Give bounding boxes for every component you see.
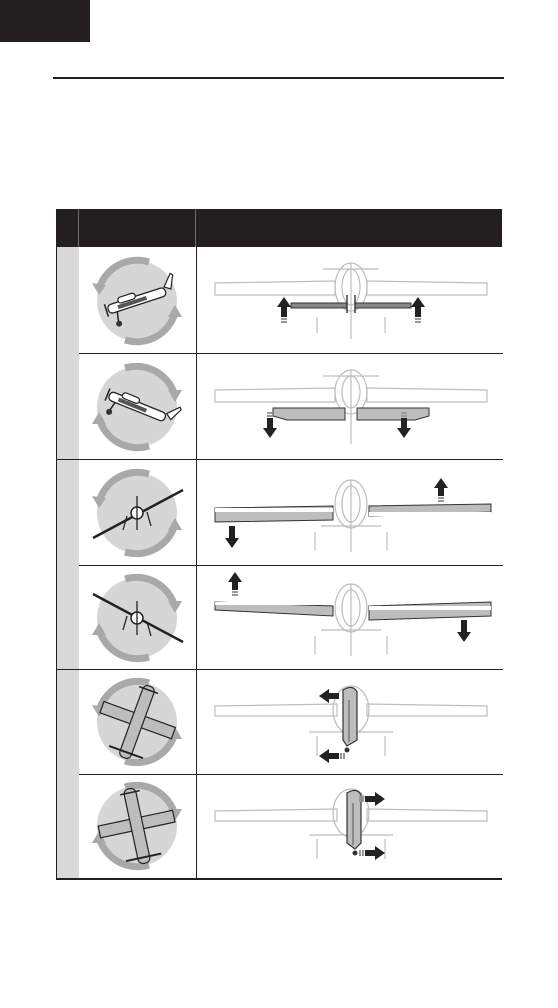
header-divider — [195, 209, 196, 247]
table-header — [56, 209, 502, 247]
control-cell — [197, 354, 503, 459]
attitude-cell — [79, 775, 196, 878]
header-divider — [78, 209, 79, 247]
chapter-tab — [0, 0, 90, 42]
table-row — [79, 566, 503, 670]
aileron-right-roll-icon — [197, 460, 503, 566]
attitude-cell — [79, 247, 196, 353]
aircraft-pitch-down-icon — [79, 354, 196, 460]
control-cell — [197, 566, 503, 669]
table-row — [79, 460, 503, 566]
attitude-cell — [79, 354, 196, 459]
attitude-cell — [79, 566, 196, 669]
aircraft-pitch-up-icon — [79, 247, 196, 354]
table-row — [79, 670, 503, 775]
rudder-left-icon — [197, 670, 503, 775]
aircraft-roll-right-icon — [79, 460, 196, 566]
aileron-left-roll-icon — [197, 566, 503, 670]
control-cell — [197, 247, 503, 353]
group-rudder — [57, 670, 79, 878]
table-body — [56, 247, 502, 880]
table-row — [79, 354, 503, 460]
table-row — [79, 775, 503, 878]
elevator-up-icon — [197, 247, 503, 354]
control-cell — [197, 460, 503, 565]
control-cell — [197, 775, 503, 878]
group-aileron — [57, 460, 79, 670]
elevator-down-icon — [197, 354, 503, 460]
attitude-cell — [79, 670, 196, 774]
rudder-right-icon — [197, 775, 503, 878]
table-row — [79, 247, 503, 354]
control-test-table — [56, 209, 502, 880]
control-cell — [197, 670, 503, 774]
attitude-cell — [79, 460, 196, 565]
aircraft-yaw-right-icon — [79, 775, 196, 878]
aircraft-roll-left-icon — [79, 566, 196, 670]
aircraft-yaw-left-icon — [79, 670, 196, 775]
section-rule — [53, 77, 504, 79]
group-elevator — [57, 247, 79, 460]
